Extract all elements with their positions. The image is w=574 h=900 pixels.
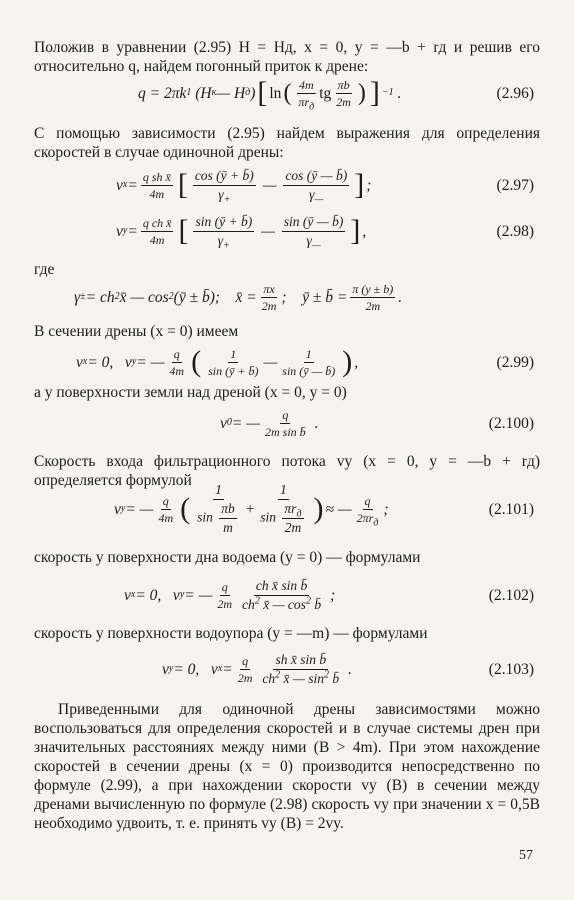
equation-number: (2.96) [496,84,534,102]
equation-2-97: v x = $\frac{\text{q sh x̄}}{4m}$ [ $\frac{\cos (ȳ + b̄)}{\gamma_+}$ — $\frac{\cos (ȳ — b̄)}{\gamma_—}$ ] ; (2.97) [116,167,534,206]
equation-number: (2.102) [488,586,534,604]
paragraph-aquitard: скорость у поверхности водоупора (y = —m) — формулами [34,625,428,642]
paragraph-entry-velocity: Скорость входа фильтрационного потока vy (x = 0, y = —b + rд) определяется формулой [34,453,540,489]
equation-2-101: v y = — $\frac{q}{4m}$ ( 1 sin $\frac{\pi b}{m}$ + 1 sin $\frac{\pi r_д}{2m}$ ) ≈ — $\frac{q}{2\pi r_д}$ ; (2.101) [114,482,534,535]
paragraph-ground-surface: а у поверхности земли над дреной (x = 0, y = 0) [34,384,347,401]
equation-2-103: v y = 0, v x = $\frac{q}{2m}$ $\frac{\text{sh x̄ sin b̄}}{ch^2 x̄ — \sin^2 b̄}$ . (2.103) [162,651,534,686]
paragraph-velocity-intro: С помощью зависимости (2.95) найдем выражения для определения скоростей в случае одиночной дрены: [34,125,540,161]
equation-number: (2.101) [488,500,534,518]
paragraph-basin-bottom: скорость у поверхности дна водоема (y = 0) — формулами [34,549,421,566]
equation-2-100: v 0 = — $\frac{q}{\text{2m sin b̄}}$ . (2.100) [220,407,534,439]
paragraph-intro: Положив в уравнении (2.95) H = Hд, x = 0, y = —b + rд и решив его относительно q, найдем погонный приток к дрене: [34,39,540,75]
equation-number: (2.100) [488,414,534,432]
equation-number: (2.97) [496,176,534,194]
equation-gamma: γ ± = ch 2 x̄ — cos 2 (ȳ ± b̄); x̄ = $\frac{\pi x}{2m}$ ; ȳ ± b̄ = $\frac{\pi (y \pm b)}{2m}$ . [74,281,403,313]
paragraph-conclusion: Приведенными для одиночной дрены зависимостями можно воспользоваться для определения скоростей и в случае системы дрен при значительных расстояниях между ними (B > 4m). При этом нахождение скоростей в сечении дрены (x = 0) производится непосредственно по формуле (2.99), а при нахождении скорости vy (B) в сечении между дренами вычисленную по формуле (2.98) скорость vy при значении x = 0,5B необходимо удвоить, т. е. принять vy (B) = 2vy. [34,701,540,832]
equation-2-98: v y = $\frac{\text{q ch x̄}}{4m}$ [ $\frac{\sin (ȳ + b̄)}{\gamma_+}$ — $\frac{\sin (ȳ — b̄)}{\gamma_—}$ ] , (2.98) [116,213,534,252]
equation-2-96: q = 2πk 1 (H к — H д ) [ ln ( $\frac{4m}{\pi r_д}$ tg $\frac{\pi b}{2m}$ ) ] −1 . (2.96) [138,76,534,112]
equation-2-102: v x = 0, v y = — $\frac{q}{2m}$ $\frac{\text{ch x̄ sin b̄}}{ch^2 x̄ — \cos^2 b̄}$ ; (2.102) [124,577,534,612]
paragraph-drain-section: В сечении дрены (x = 0) имеем [34,323,239,340]
equation-number: (2.103) [488,660,534,678]
equation-number: (2.98) [496,222,534,240]
page-number: 57 [519,848,533,863]
equation-number: (2.99) [496,353,534,371]
equation-2-99: v x = 0, v y = — $\frac{q}{4m}$ ( $\frac{1}{\sin (ȳ + b̄)}$ — $\frac{1}{\sin (ȳ — b̄)}$ ) , (2.99) [76,345,534,378]
where-label: где [34,261,55,278]
